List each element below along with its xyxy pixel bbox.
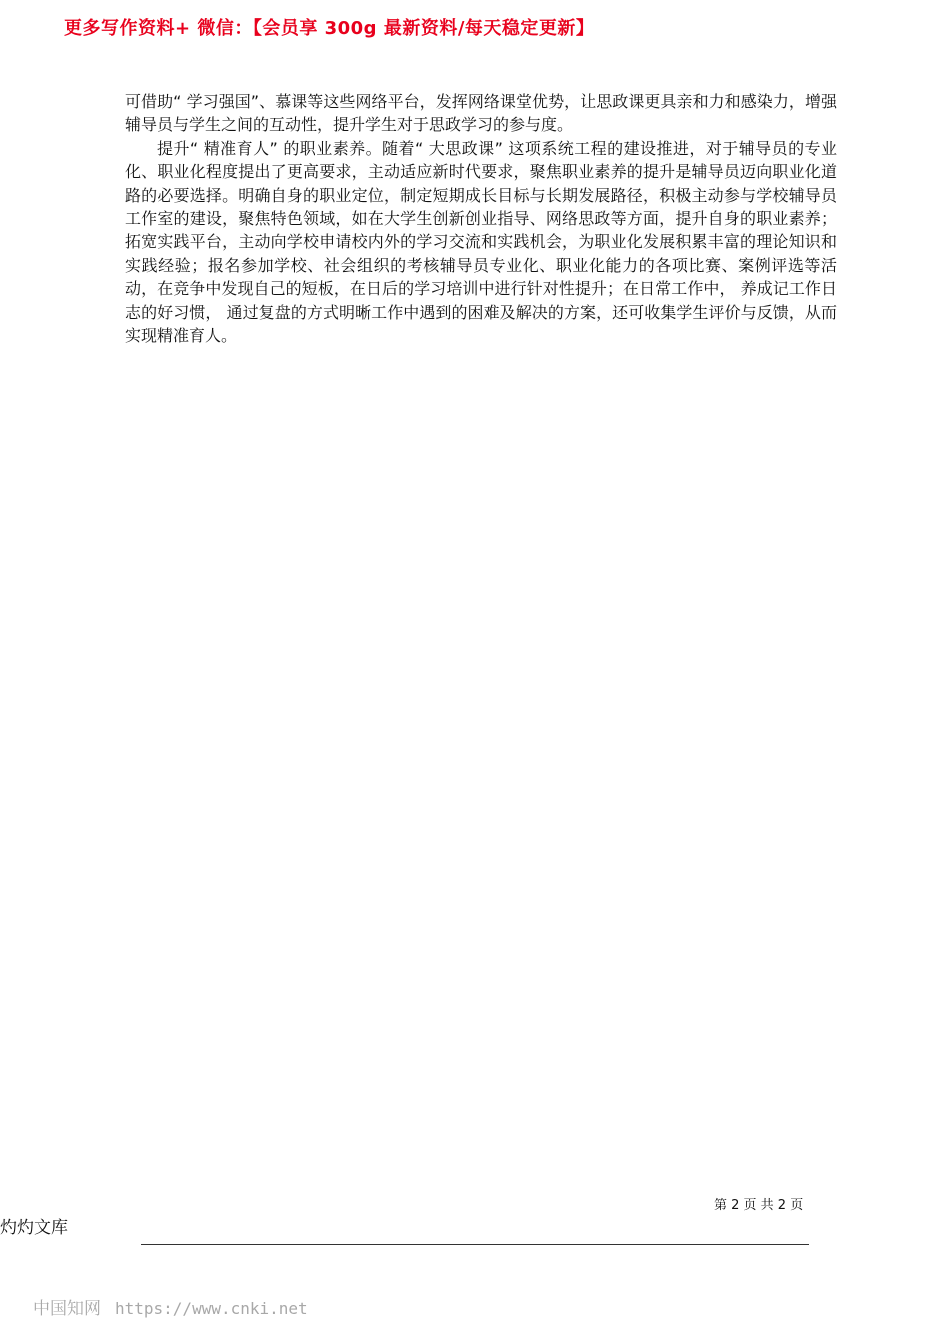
promo-banner: 更多写作资料+ 微信：【会员享 300g 最新资料/每天稳定更新】 xyxy=(64,18,595,39)
watermark-url: https://www.cnki.net xyxy=(115,1299,308,1318)
document-body xyxy=(125,90,837,347)
cnki-watermark xyxy=(33,1294,308,1319)
watermark-site-name: 中国知网 xyxy=(33,1299,101,1319)
paragraph-continuation: 可借助“ 学习强国”、慕课等这些网络平台，发挥网络课堂优势，让思政课更具亲和力和感染力，增强辅导员与学生之间的互动性，提升学生对于思政学习的参与度。 xyxy=(125,92,837,135)
library-name: 灼灼文库 xyxy=(0,1218,68,1238)
page-indicator: 第 2 页 共 2 页 xyxy=(714,1198,804,1213)
footer-divider xyxy=(141,1244,809,1245)
paragraph-professional-quality: 提升“ 精准育人” 的职业素养。随着“ 大思政课” 这项系统工程的建设推进，对于辅导员的专业化、职业化程度提出了更高要求，主动适应新时代要求，聚焦职业素养的提升是辅导员迈向职业化道路的必要选择。明确自身的职业定位，制定短期成长目标与长期发展路径，积极主动参与学校辅导员工作室的建设，聚焦特色领域，如在大学生创新创业指导、网络思政等方面，提升自身的职业素养；拓宽实践平台，主动向学校申请校内外的学习交流和实践机会，为职业化发展积累丰富的理论知识和实践经验；报名参加学校、社会组织的考核辅导员专业化、职业化能力的各项比赛、案例评选等活动，在竞争中发现自己的短板，在日后的学习培训中进行针对性提升；在日常工作中， 养成记工作日志的好习惯， 通过复盘的方式明晰工作中遇到的困难及解决的方案，还可收集学生评价与反馈，从而实现精准育人。 xyxy=(125,138,837,346)
